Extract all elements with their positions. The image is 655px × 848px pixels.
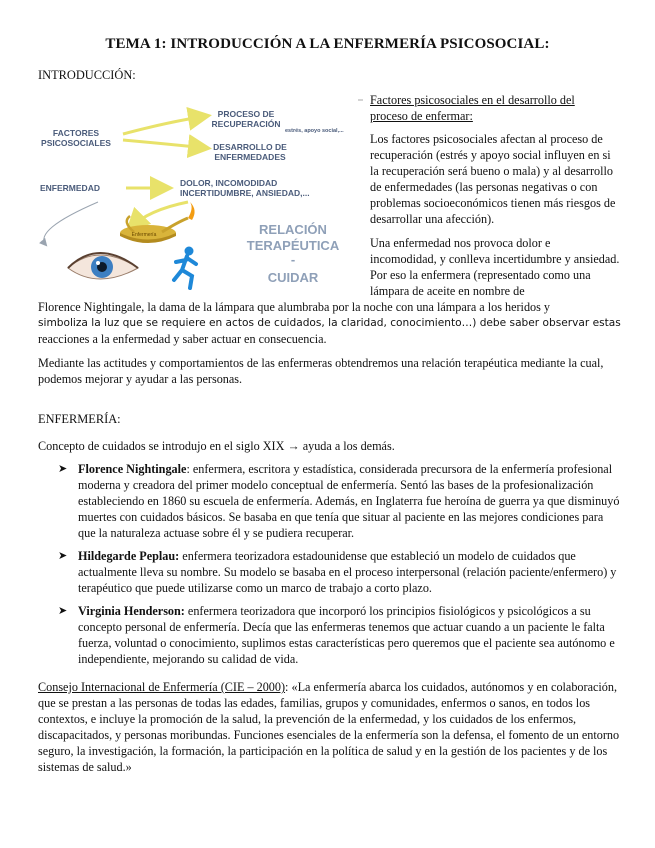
theorist-text: enfermera teorizadora estadounidense que estableció un modelo de cuidados que actualmente lleva su nombre. Su modelo se basaba en el proceso interpersonal (relación paciente/enfermero) y terapéutico que puede utilizarse como un marco de trabajo a corto plazo. [78,549,617,595]
oil-lamp-icon [120,202,195,243]
desarrollo-label-2: ENFERMEDADES [214,152,286,162]
enfermeria-heading: ENFERMERÍA: [38,412,121,426]
list-item [38,603,623,667]
relacion-label-4: CUIDAR [267,270,319,285]
theorist-text: enfermera teorizadora que incorporó los principios fisiológicos y psicológicos a su concepto personal de enfermería. Decía que las enfermeras tenemos que actuar cuando a un paciente le falta fuerza, voluntad o conocimiento, suplimos estas características pero queremos que el paciente sea autónomo e independiente, mejorando su calidad de vida. [78,604,615,666]
theorist-text: : enfermera, escritora y estadística, considerada precursora de la enfermería profesional moderna y creadora del primer modelo conceptual de enfermería. Sentó las bases de la profesionalización estableciendo en 1860 su escuela de enfermería. Además, en Inglaterra fue heroína de guerra ya que disminuyó muertes con cuidados básicos. Se basaba en que tenía que situar al paciente en las mejores condiciones para que la naturaleza actuase sobre él y se pudiera recuperar. [78,462,620,540]
right-subtitle: Factores psicosociales en el desarrollo del proceso de enfermar: [370,93,575,123]
factores-label-2: PSICOSOCIALES [41,138,111,148]
theorist-name: Florence Nightingale [78,462,187,476]
estres-label: estrés, apoyo social,... [285,128,344,134]
list-item [38,461,623,541]
enfermedad-label: ENFERMEDAD [40,183,100,193]
lamp-text: Enfermería [131,232,157,238]
bullet-arrow-icon: ➤ [58,462,68,475]
relacion-label-1: RELACIÓN [259,222,327,237]
runner-icon [174,247,196,289]
right-paragraph-1: Los factores psicosociales afectan al proceso de recuperación (estrés y apoyo social influyen en si la recuperación será bueno o mala) y al desarrollo de enfermedades (las personas negativas o con problemas socioeconómicos tienen más riesgos de desarrollar una afección). [370,132,616,226]
relacion-label-2: TERAPÉUTICA [246,238,340,253]
proceso-label-2: RECUPERACIÓN [211,119,281,129]
theorists-list [38,461,623,674]
concepto-line: Concepto de cuidados se introdujo en el siglo XIX → ayuda a los demás. [38,439,395,453]
cie-text: : «La enfermería abarca los cuidados, autónomos y en colaboración, que se prestan a las personas de todas las edades, familias, grupos y comunidades, enfermos o sanos, en todos los contextos, e incluye la promoción de la salud, la prevención de la enfermedad, y los cuidados de los enfermos, discapacitados, y personas moribundas. Funciones esenciales de la enfermería son la defensa, el fomento de un entorno seguro, la investigación, la formación, la participación en la política de salud y en la gestión de los pacientes y de los sistemas de salud.» [38,680,620,774]
proceso-label-1: PROCESO DE [217,109,275,119]
bullet-arrow-icon: ➤ [58,604,68,617]
theorist-name: Hildegarde Peplau: [78,549,180,563]
factores-label-1: FACTORES [52,128,100,138]
desarrollo-label-1: DESARROLLO DE [213,142,287,152]
arrow-to-eye [44,202,98,245]
full-paragraph-1-line-2: simboliza la luz que se requiere en actos de cuidados, la claridad, conocimiento…) debe saber observar estas [38,317,621,329]
cie-paragraph [38,679,623,775]
dolor-label-1: DOLOR, INCOMODIDAD [180,178,278,188]
psychosocial-diagram [38,90,363,296]
full-paragraph-1-line-3: reacciones a la enfermedad y saber actuar en consecuencia. [38,332,327,346]
theorist-name: Virginia Henderson: [78,604,185,618]
bullet-arrow-icon: ➤ [58,549,68,562]
dolor-label-2: INCERTIDUMBRE, ANSIEDAD,... [180,188,310,198]
eye-icon [68,253,138,279]
full-paragraph-2: Mediante las actitudes y comportamientos de las enfermeras obtendremos una relación terapéutica mediante la cual, podemos mejorar y ayudar a las personas. [38,356,604,386]
list-item [38,548,623,596]
intro-heading: INTRODUCCIÓN: [38,68,136,82]
document-title: TEMA 1: INTRODUCCIÓN A LA ENFERMERÍA PSICOSOCIAL: [105,36,550,52]
full-paragraph-1-line-1: Florence Nightingale, la dama de la lámpara que alumbraba por la noche con una lámpara a los heridos y [38,300,551,314]
arrow-to-lamp [130,202,188,228]
cie-label: Consejo Internacional de Enfermería (CIE – 2000) [38,680,286,694]
arrow-to-desarrollo [123,140,206,148]
arrow-to-proceso [123,116,206,134]
relacion-label-3: - [290,252,296,267]
right-paragraph-2: Una enfermedad nos provoca dolor e incomodidad, y conlleva incertidumbre y ansiedad. Por eso la enfermera (representado como una lámpara de aceite en nombre de [370,236,620,298]
